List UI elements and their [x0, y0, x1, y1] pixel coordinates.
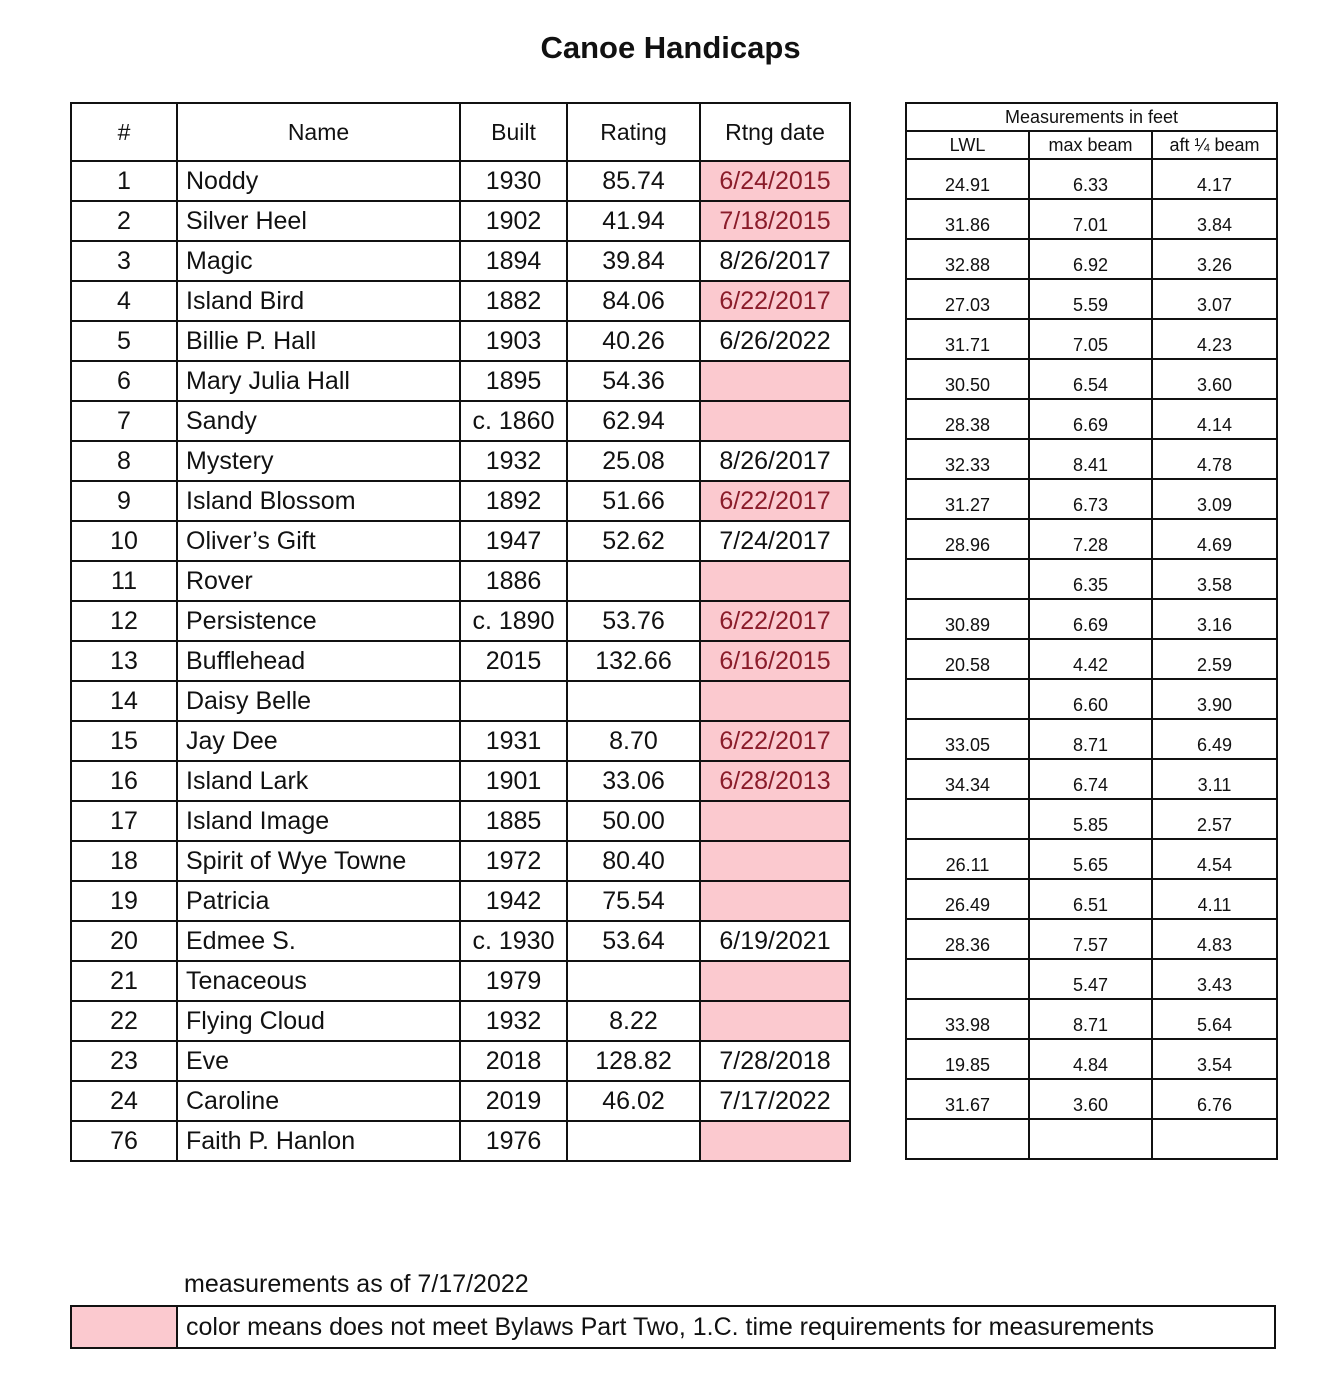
- measurements-title: Measurements in feet: [906, 103, 1277, 131]
- cell-max-beam: 6.74: [1029, 759, 1152, 799]
- cell-name: Bufflehead: [177, 641, 460, 681]
- cell-built: 1976: [460, 1121, 567, 1161]
- cell-rating: 8.70: [567, 721, 700, 761]
- cell-num: 24: [71, 1081, 177, 1121]
- measurements-table: [905, 102, 1278, 1160]
- table-row: [71, 881, 850, 921]
- table-row: [71, 441, 850, 481]
- cell-rating: 41.94: [567, 201, 700, 241]
- cell-max-beam: 6.69: [1029, 399, 1152, 439]
- cell-rating: 62.94: [567, 401, 700, 441]
- cell-name: Island Lark: [177, 761, 460, 801]
- handicap-header-row: [71, 103, 850, 161]
- table-row: [71, 961, 850, 1001]
- cell-aft-beam: 3.60: [1152, 359, 1277, 399]
- cell-built: c. 1860: [460, 401, 567, 441]
- cell-num: 12: [71, 601, 177, 641]
- table-row: [71, 1001, 850, 1041]
- cell-num: 7: [71, 401, 177, 441]
- table-row: [71, 681, 850, 721]
- cell-built: 1932: [460, 441, 567, 481]
- cell-lwl: 32.33: [906, 439, 1029, 479]
- table-row: [71, 1081, 850, 1121]
- cell-built: 1931: [460, 721, 567, 761]
- measurements-header-row: [906, 131, 1277, 159]
- table-row: [906, 919, 1277, 959]
- cell-num: 1: [71, 161, 177, 201]
- cell-max-beam: [1029, 1119, 1152, 1159]
- cell-rtng-date: [700, 841, 850, 881]
- legend-color-swatch: [71, 1306, 177, 1348]
- table-row: [71, 841, 850, 881]
- cell-name: Daisy Belle: [177, 681, 460, 721]
- cell-max-beam: 3.60: [1029, 1079, 1152, 1119]
- cell-rating: [567, 1121, 700, 1161]
- table-row: [906, 799, 1277, 839]
- cell-built: c. 1930: [460, 921, 567, 961]
- cell-rtng-date: 6/22/2017: [700, 281, 850, 321]
- table-row: [71, 241, 850, 281]
- cell-lwl: 28.96: [906, 519, 1029, 559]
- table-row: [71, 801, 850, 841]
- cell-lwl: 31.71: [906, 319, 1029, 359]
- cell-rtng-date: 6/19/2021: [700, 921, 850, 961]
- color-legend: [70, 1305, 1276, 1349]
- table-row: [906, 199, 1277, 239]
- table-row: [906, 599, 1277, 639]
- cell-aft-beam: 3.07: [1152, 279, 1277, 319]
- cell-lwl: 34.34: [906, 759, 1029, 799]
- measurements-title-row: [906, 103, 1277, 131]
- table-row: [906, 679, 1277, 719]
- cell-rtng-date: 6/24/2015: [700, 161, 850, 201]
- cell-max-beam: 6.35: [1029, 559, 1152, 599]
- cell-built: 1979: [460, 961, 567, 1001]
- table-row: [906, 719, 1277, 759]
- cell-lwl: 30.89: [906, 599, 1029, 639]
- cell-num: 16: [71, 761, 177, 801]
- cell-max-beam: 7.28: [1029, 519, 1152, 559]
- cell-built: c. 1890: [460, 601, 567, 641]
- cell-lwl: 19.85: [906, 1039, 1029, 1079]
- cell-aft-beam: 3.54: [1152, 1039, 1277, 1079]
- table-row: [906, 239, 1277, 279]
- cell-num: 14: [71, 681, 177, 721]
- table-row: [71, 761, 850, 801]
- cell-rtng-date: 7/28/2018: [700, 1041, 850, 1081]
- cell-max-beam: 8.71: [1029, 999, 1152, 1039]
- cell-rtng-date: 7/17/2022: [700, 1081, 850, 1121]
- table-row: [906, 1119, 1277, 1159]
- cell-built: 1894: [460, 241, 567, 281]
- cell-built: 1901: [460, 761, 567, 801]
- cell-num: 15: [71, 721, 177, 761]
- table-row: [71, 561, 850, 601]
- col-header-lwl: LWL: [906, 131, 1029, 159]
- cell-num: 10: [71, 521, 177, 561]
- cell-name: Spirit of Wye Towne: [177, 841, 460, 881]
- cell-rating: 8.22: [567, 1001, 700, 1041]
- cell-lwl: 27.03: [906, 279, 1029, 319]
- cell-max-beam: 6.33: [1029, 159, 1152, 199]
- cell-max-beam: 6.92: [1029, 239, 1152, 279]
- cell-rating: 52.62: [567, 521, 700, 561]
- table-row: [906, 1039, 1277, 1079]
- cell-aft-beam: 4.23: [1152, 319, 1277, 359]
- cell-lwl: 26.11: [906, 839, 1029, 879]
- cell-built: 2018: [460, 1041, 567, 1081]
- cell-max-beam: 7.05: [1029, 319, 1152, 359]
- cell-aft-beam: 3.90: [1152, 679, 1277, 719]
- cell-built: 2019: [460, 1081, 567, 1121]
- cell-name: Island Blossom: [177, 481, 460, 521]
- cell-name: Sandy: [177, 401, 460, 441]
- cell-name: Billie P. Hall: [177, 321, 460, 361]
- cell-built: 2015: [460, 641, 567, 681]
- cell-name: Magic: [177, 241, 460, 281]
- cell-max-beam: 6.73: [1029, 479, 1152, 519]
- cell-num: 2: [71, 201, 177, 241]
- cell-max-beam: 5.65: [1029, 839, 1152, 879]
- col-header-built: Built: [460, 103, 567, 161]
- cell-built: 1972: [460, 841, 567, 881]
- cell-rating: 53.64: [567, 921, 700, 961]
- cell-max-beam: 8.71: [1029, 719, 1152, 759]
- cell-built: 1882: [460, 281, 567, 321]
- cell-aft-beam: 3.26: [1152, 239, 1277, 279]
- cell-rating: 53.76: [567, 601, 700, 641]
- cell-lwl: [906, 959, 1029, 999]
- cell-aft-beam: 6.49: [1152, 719, 1277, 759]
- measurements-as-of-note: measurements as of 7/17/2022: [184, 1270, 529, 1298]
- cell-rating: 85.74: [567, 161, 700, 201]
- cell-max-beam: 5.85: [1029, 799, 1152, 839]
- cell-name: Tenaceous: [177, 961, 460, 1001]
- cell-aft-beam: 4.69: [1152, 519, 1277, 559]
- cell-aft-beam: 6.76: [1152, 1079, 1277, 1119]
- cell-rtng-date: [700, 401, 850, 441]
- cell-name: Eve: [177, 1041, 460, 1081]
- table-row: [71, 281, 850, 321]
- table-row: [906, 519, 1277, 559]
- cell-rating: 84.06: [567, 281, 700, 321]
- cell-built: 1895: [460, 361, 567, 401]
- cell-rating: 75.54: [567, 881, 700, 921]
- cell-lwl: [906, 559, 1029, 599]
- cell-built: 1892: [460, 481, 567, 521]
- cell-max-beam: 6.69: [1029, 599, 1152, 639]
- cell-rtng-date: [700, 361, 850, 401]
- legend-text: color means does not meet Bylaws Part Two, 1.C. time requirements for measurements: [177, 1306, 1275, 1348]
- cell-rtng-date: 6/26/2022: [700, 321, 850, 361]
- cell-name: Mary Julia Hall: [177, 361, 460, 401]
- cell-num: 11: [71, 561, 177, 601]
- cell-rating: [567, 561, 700, 601]
- cell-aft-beam: 4.17: [1152, 159, 1277, 199]
- cell-aft-beam: 3.11: [1152, 759, 1277, 799]
- cell-built: 1886: [460, 561, 567, 601]
- cell-name: Silver Heel: [177, 201, 460, 241]
- cell-max-beam: 4.84: [1029, 1039, 1152, 1079]
- col-header-rtng-date: Rtng date: [700, 103, 850, 161]
- cell-aft-beam: 4.14: [1152, 399, 1277, 439]
- cell-name: Island Bird: [177, 281, 460, 321]
- cell-rtng-date: 7/24/2017: [700, 521, 850, 561]
- cell-num: 9: [71, 481, 177, 521]
- col-header-aft-beam: aft ¼ beam: [1152, 131, 1277, 159]
- cell-max-beam: 4.42: [1029, 639, 1152, 679]
- table-row: [906, 999, 1277, 1039]
- cell-num: 76: [71, 1121, 177, 1161]
- cell-rtng-date: 6/28/2013: [700, 761, 850, 801]
- cell-lwl: 33.05: [906, 719, 1029, 759]
- cell-name: Island Image: [177, 801, 460, 841]
- cell-max-beam: 6.60: [1029, 679, 1152, 719]
- cell-built: 1903: [460, 321, 567, 361]
- cell-lwl: [906, 799, 1029, 839]
- cell-rtng-date: 6/16/2015: [700, 641, 850, 681]
- cell-rtng-date: [700, 681, 850, 721]
- cell-rating: 40.26: [567, 321, 700, 361]
- col-header-rating: Rating: [567, 103, 700, 161]
- table-row: [906, 279, 1277, 319]
- cell-rtng-date: [700, 961, 850, 1001]
- cell-aft-beam: 3.43: [1152, 959, 1277, 999]
- cell-lwl: 31.67: [906, 1079, 1029, 1119]
- table-row: [906, 399, 1277, 439]
- table-row: [71, 481, 850, 521]
- cell-lwl: 32.88: [906, 239, 1029, 279]
- cell-aft-beam: 2.57: [1152, 799, 1277, 839]
- cell-max-beam: 5.59: [1029, 279, 1152, 319]
- cell-lwl: [906, 1119, 1029, 1159]
- cell-num: 18: [71, 841, 177, 881]
- cell-rating: 25.08: [567, 441, 700, 481]
- cell-aft-beam: 3.58: [1152, 559, 1277, 599]
- cell-lwl: 33.98: [906, 999, 1029, 1039]
- cell-num: 23: [71, 1041, 177, 1081]
- cell-num: 20: [71, 921, 177, 961]
- table-row: [906, 359, 1277, 399]
- cell-aft-beam: 5.64: [1152, 999, 1277, 1039]
- cell-name: Rover: [177, 561, 460, 601]
- col-header-num: #: [71, 103, 177, 161]
- cell-rtng-date: [700, 881, 850, 921]
- cell-num: 8: [71, 441, 177, 481]
- cell-rating: [567, 681, 700, 721]
- cell-rtng-date: 6/22/2017: [700, 481, 850, 521]
- cell-rating: 50.00: [567, 801, 700, 841]
- cell-rating: 39.84: [567, 241, 700, 281]
- cell-rtng-date: 7/18/2015: [700, 201, 850, 241]
- table-row: [71, 641, 850, 681]
- cell-lwl: 28.38: [906, 399, 1029, 439]
- cell-rtng-date: 6/22/2017: [700, 721, 850, 761]
- cell-aft-beam: [1152, 1119, 1277, 1159]
- cell-rating: 33.06: [567, 761, 700, 801]
- cell-lwl: 20.58: [906, 639, 1029, 679]
- page-title: Canoe Handicaps: [540, 30, 801, 65]
- cell-built: 1885: [460, 801, 567, 841]
- cell-max-beam: 6.54: [1029, 359, 1152, 399]
- cell-built: 1930: [460, 161, 567, 201]
- cell-max-beam: 8.41: [1029, 439, 1152, 479]
- cell-num: 21: [71, 961, 177, 1001]
- cell-name: Oliver’s Gift: [177, 521, 460, 561]
- table-row: [71, 601, 850, 641]
- table-row: [906, 839, 1277, 879]
- table-row: [906, 159, 1277, 199]
- cell-name: Mystery: [177, 441, 460, 481]
- cell-num: 19: [71, 881, 177, 921]
- cell-built: 1902: [460, 201, 567, 241]
- cell-rtng-date: [700, 801, 850, 841]
- table-row: [71, 1121, 850, 1161]
- table-row: [906, 879, 1277, 919]
- cell-num: 13: [71, 641, 177, 681]
- cell-built: 1947: [460, 521, 567, 561]
- cell-rtng-date: 6/22/2017: [700, 601, 850, 641]
- cell-rating: 51.66: [567, 481, 700, 521]
- handicap-table: [70, 102, 851, 1162]
- cell-built: 1942: [460, 881, 567, 921]
- cell-aft-beam: 4.54: [1152, 839, 1277, 879]
- table-row: [906, 479, 1277, 519]
- cell-built: 1932: [460, 1001, 567, 1041]
- table-row: [71, 921, 850, 961]
- cell-rtng-date: 8/26/2017: [700, 241, 850, 281]
- cell-aft-beam: 3.09: [1152, 479, 1277, 519]
- table-row: [71, 1041, 850, 1081]
- cell-name: Jay Dee: [177, 721, 460, 761]
- cell-name: Flying Cloud: [177, 1001, 460, 1041]
- cell-num: 4: [71, 281, 177, 321]
- cell-name: Noddy: [177, 161, 460, 201]
- table-row: [71, 161, 850, 201]
- table-row: [71, 201, 850, 241]
- cell-lwl: 31.86: [906, 199, 1029, 239]
- cell-rtng-date: 8/26/2017: [700, 441, 850, 481]
- cell-num: 5: [71, 321, 177, 361]
- cell-max-beam: 5.47: [1029, 959, 1152, 999]
- cell-rating: 46.02: [567, 1081, 700, 1121]
- table-row: [71, 321, 850, 361]
- table-row: [906, 319, 1277, 359]
- cell-aft-beam: 3.84: [1152, 199, 1277, 239]
- cell-lwl: 28.36: [906, 919, 1029, 959]
- cell-aft-beam: 4.83: [1152, 919, 1277, 959]
- table-row: [906, 559, 1277, 599]
- cell-rtng-date: [700, 1001, 850, 1041]
- cell-name: Edmee S.: [177, 921, 460, 961]
- cell-max-beam: 7.57: [1029, 919, 1152, 959]
- table-row: [906, 439, 1277, 479]
- table-row: [906, 759, 1277, 799]
- cell-rating: 80.40: [567, 841, 700, 881]
- cell-aft-beam: 4.78: [1152, 439, 1277, 479]
- cell-num: 3: [71, 241, 177, 281]
- cell-name: Faith P. Hanlon: [177, 1121, 460, 1161]
- cell-name: Persistence: [177, 601, 460, 641]
- cell-rating: 132.66: [567, 641, 700, 681]
- cell-lwl: 26.49: [906, 879, 1029, 919]
- col-header-max-beam: max beam: [1029, 131, 1152, 159]
- cell-rating: [567, 961, 700, 1001]
- cell-num: 17: [71, 801, 177, 841]
- cell-rating: 128.82: [567, 1041, 700, 1081]
- col-header-name: Name: [177, 103, 460, 161]
- cell-rtng-date: [700, 1121, 850, 1161]
- cell-name: Caroline: [177, 1081, 460, 1121]
- table-row: [71, 521, 850, 561]
- cell-lwl: 31.27: [906, 479, 1029, 519]
- cell-num: 6: [71, 361, 177, 401]
- cell-aft-beam: 2.59: [1152, 639, 1277, 679]
- table-row: [71, 401, 850, 441]
- cell-max-beam: 6.51: [1029, 879, 1152, 919]
- cell-lwl: [906, 679, 1029, 719]
- cell-aft-beam: 4.11: [1152, 879, 1277, 919]
- table-row: [906, 1079, 1277, 1119]
- table-row: [906, 639, 1277, 679]
- cell-num: 22: [71, 1001, 177, 1041]
- cell-rtng-date: [700, 561, 850, 601]
- cell-built: [460, 681, 567, 721]
- cell-lwl: 24.91: [906, 159, 1029, 199]
- cell-rating: 54.36: [567, 361, 700, 401]
- cell-name: Patricia: [177, 881, 460, 921]
- table-row: [71, 721, 850, 761]
- table-row: [906, 959, 1277, 999]
- cell-max-beam: 7.01: [1029, 199, 1152, 239]
- cell-aft-beam: 3.16: [1152, 599, 1277, 639]
- table-row: [71, 361, 850, 401]
- cell-lwl: 30.50: [906, 359, 1029, 399]
